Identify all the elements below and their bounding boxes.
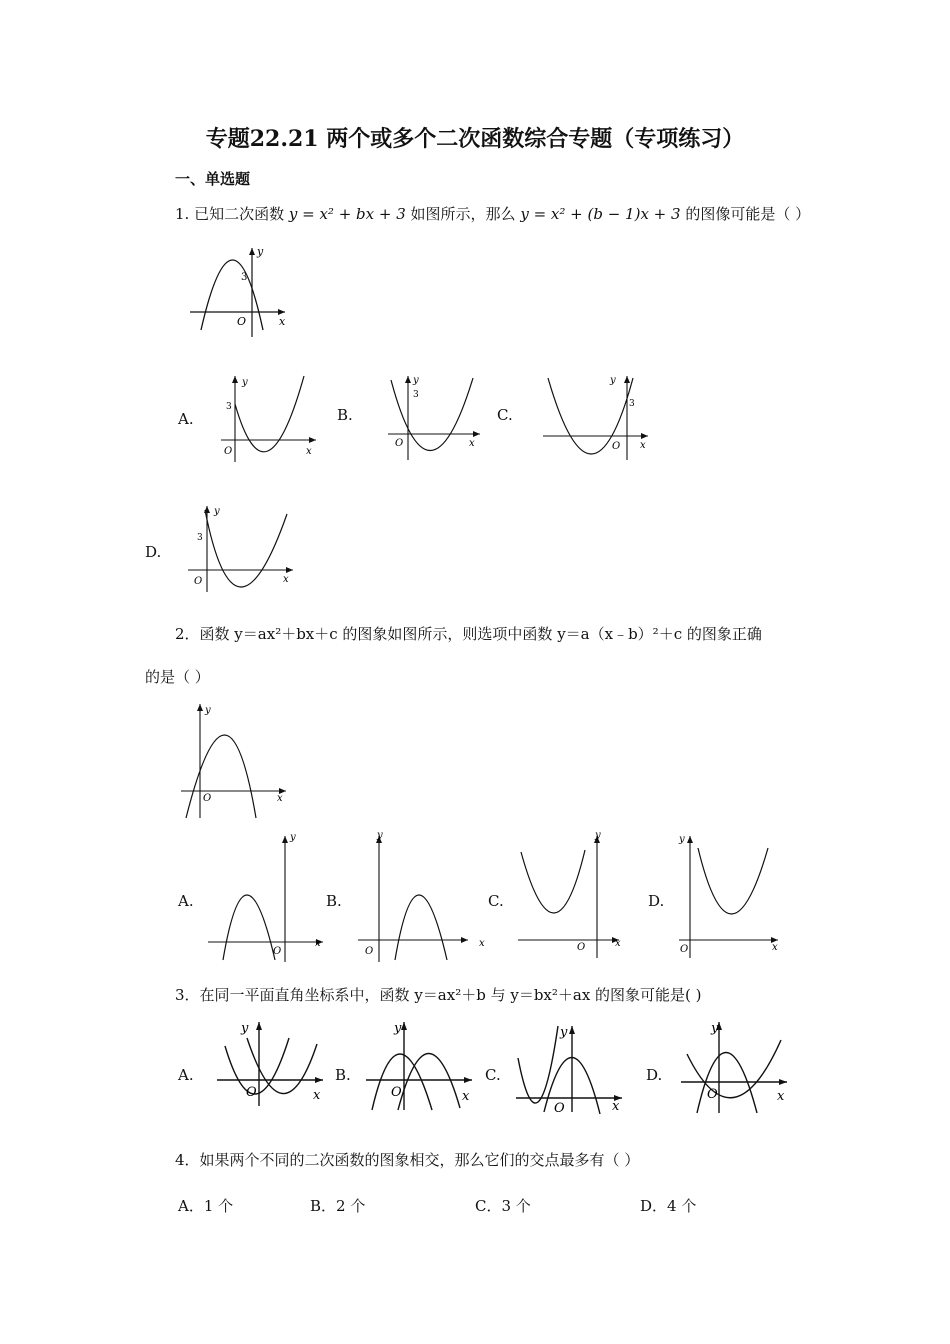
q1a-origin-label: O — [224, 446, 233, 457]
q4-option-c[interactable]: C．3 个 — [475, 1197, 531, 1215]
q1-option-c[interactable]: C. — [497, 406, 513, 424]
q4-option-d[interactable]: D．4 个 — [640, 1197, 697, 1215]
q1-x-label: x — [279, 315, 286, 328]
q3-option-d-graph — [675, 1018, 793, 1116]
q3-option-d[interactable]: D. — [646, 1066, 663, 1084]
q2-option-d-graph — [676, 830, 786, 960]
q1-text-b: 如图所示，那么 — [410, 205, 516, 223]
q1-option-d[interactable]: D. — [145, 543, 162, 561]
q1b-x-label: x — [469, 438, 475, 449]
q1b-y-label: y — [413, 375, 419, 386]
q1c-intercept-label: 3 — [629, 399, 635, 409]
section-heading: 一、单选题 — [175, 170, 251, 188]
q1-text-a: 已知二次函数 — [194, 205, 285, 223]
q1-origin-label: O — [237, 315, 247, 328]
q1d-intercept-label: 3 — [197, 533, 203, 543]
q1d-x-label: x — [283, 574, 289, 585]
q2c-x-label: x — [615, 938, 621, 949]
q1d-origin-label: O — [194, 576, 203, 587]
question-4: 4．如果两个不同的二次函数的图象相交，那么它们的交点最多有（ ） — [175, 1151, 640, 1169]
q3d-origin-label: O — [707, 1087, 718, 1102]
q1b-origin-label: O — [395, 438, 404, 449]
q1-intercept-label: 3 — [241, 272, 248, 283]
question-3: 3．在同一平面直角坐标系中，函数 y＝ax²＋b 与 y＝bx²＋ax 的图象可能是( ) — [175, 986, 702, 1004]
q1-option-a[interactable]: A. — [178, 410, 194, 428]
q2-y-label: y — [205, 705, 211, 716]
q1c-y-label: y — [610, 375, 616, 386]
q2b-x-label: x — [479, 938, 485, 949]
q2b-y-label: y — [377, 830, 383, 841]
q1a-intercept-label: 3 — [226, 402, 232, 412]
q3a-origin-label: O — [246, 1085, 257, 1100]
q3c-origin-label: O — [554, 1101, 565, 1114]
q3d-x-label: x — [777, 1089, 785, 1104]
q1-text-c: 的图像可能是（ ） — [685, 205, 811, 223]
q3c-x-label: x — [612, 1099, 620, 1114]
q1-number: 1. — [175, 205, 190, 223]
q2c-y-label: y — [595, 830, 601, 841]
q1-expr-1: y = x² + bx + 3 — [288, 205, 406, 223]
q3b-y-label: y — [394, 1021, 402, 1036]
q3-option-b[interactable]: B. — [335, 1066, 351, 1084]
question-2-line-1: 2．函数 y＝ax²＋bx＋c 的图象如图所示，则选项中函数 y＝a（x﹣b）²＋c 的图象正确 — [175, 625, 762, 643]
q2a-x-label: x — [315, 938, 321, 949]
q3-option-c-graph — [510, 1022, 628, 1114]
q3b-x-label: x — [462, 1089, 470, 1104]
q3d-y-label: y — [711, 1021, 719, 1036]
q1d-y-label: y — [214, 506, 220, 517]
q1-y-label: y — [257, 245, 264, 258]
q2c-origin-label: O — [577, 942, 586, 953]
q2-figure — [178, 700, 290, 822]
q2-option-c-graph — [515, 830, 630, 960]
q1-option-a-graph — [218, 372, 320, 464]
q1-figure — [185, 245, 295, 340]
q1-option-b-graph — [385, 372, 485, 464]
q2-option-a[interactable]: A. — [178, 892, 194, 910]
q1c-x-label: x — [640, 440, 646, 451]
q3-option-b-graph — [360, 1018, 480, 1113]
q1b-intercept-label: 3 — [413, 390, 419, 400]
q2d-origin-label: O — [680, 944, 689, 955]
q2a-origin-label: O — [273, 946, 282, 957]
q1-option-b[interactable]: B. — [337, 406, 353, 424]
q1-option-c-graph — [540, 372, 652, 464]
question-1 — [175, 204, 810, 224]
q3-option-a-graph — [205, 1018, 327, 1110]
q4-option-b[interactable]: B．2 个 — [310, 1197, 366, 1215]
q3-option-a[interactable]: A. — [178, 1066, 194, 1084]
q2d-y-label: y — [679, 834, 685, 845]
q3b-origin-label: O — [391, 1085, 402, 1100]
q2-option-a-graph — [205, 830, 327, 965]
q2-option-b[interactable]: B. — [326, 892, 342, 910]
q2d-x-label: x — [772, 942, 778, 953]
q3c-y-label: y — [560, 1025, 568, 1040]
q3-option-c[interactable]: C. — [485, 1066, 501, 1084]
q1-expr-2: y = x² + (b − 1)x + 3 — [520, 205, 681, 223]
q2b-origin-label: O — [365, 946, 374, 957]
q1c-origin-label: O — [612, 441, 621, 452]
q3a-y-label: y — [241, 1021, 249, 1036]
q4-option-a[interactable]: A．1 个 — [178, 1197, 234, 1215]
q2-x-label: x — [277, 793, 283, 804]
page-title: 专题22.21 两个或多个二次函数综合专题（专项练习） — [205, 126, 745, 152]
q2a-y-label: y — [290, 832, 296, 843]
question-2-line-2: 的是（ ） — [145, 668, 210, 686]
q2-option-b-graph — [355, 830, 490, 965]
q1-option-d-graph — [185, 502, 297, 594]
q2-option-c[interactable]: C. — [488, 892, 504, 910]
q1a-x-label: x — [306, 446, 312, 457]
q2-option-d[interactable]: D. — [648, 892, 665, 910]
q1a-y-label: y — [242, 377, 248, 388]
q2-origin-label: O — [203, 793, 212, 804]
q3a-x-label: x — [313, 1088, 321, 1103]
